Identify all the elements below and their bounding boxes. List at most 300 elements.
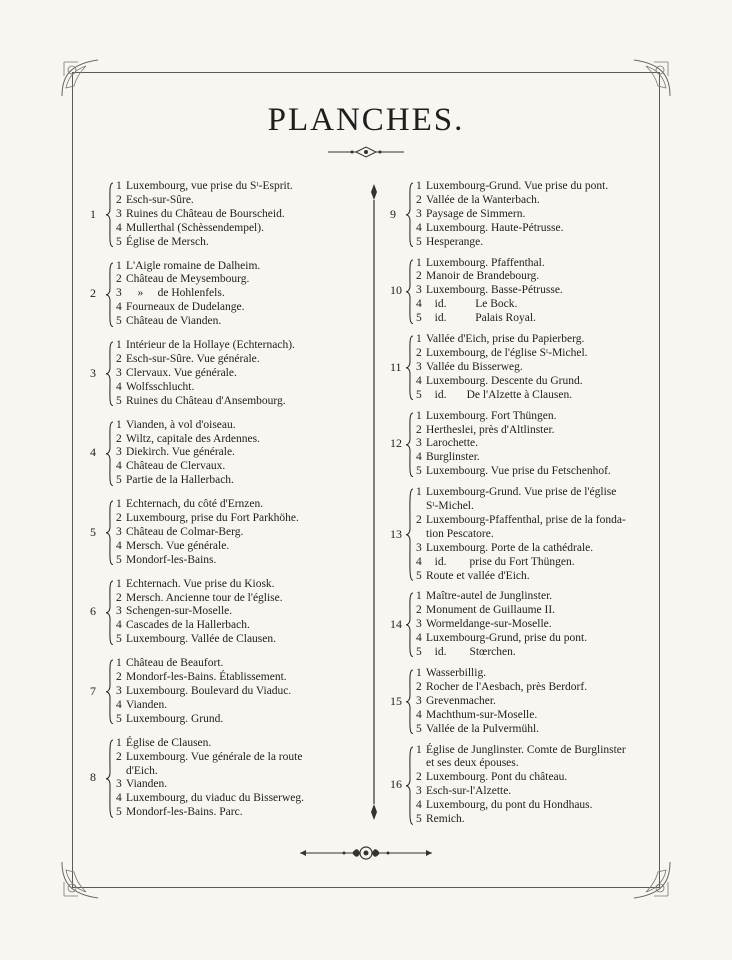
plate-entry bbox=[416, 361, 650, 375]
plate-entry-number: 1 bbox=[416, 667, 422, 679]
plate-entry bbox=[416, 771, 650, 785]
plate-group bbox=[388, 410, 650, 480]
plate-group bbox=[88, 419, 370, 489]
plate-entry-text: » de Hohlenfels. bbox=[126, 287, 225, 300]
plate-entry-number: 4 bbox=[116, 301, 122, 314]
plate-entry-text: Esch-sur-Sûre. bbox=[126, 193, 194, 206]
plate-entry bbox=[116, 737, 370, 751]
page-title: PLANCHES. bbox=[267, 102, 465, 138]
plate-entry bbox=[116, 699, 370, 713]
plate-entry-text: Luxembourg, du viaduc du Bisserweg. bbox=[126, 792, 305, 805]
plate-entry-text: Luxembourg. Porte de la cathédrale. bbox=[426, 541, 594, 554]
plate-entries bbox=[416, 257, 650, 327]
plate-entry bbox=[416, 556, 650, 570]
plate-entry bbox=[416, 257, 650, 271]
plate-entry-text: Larochette. bbox=[426, 437, 479, 450]
plate-entry-number: 4 bbox=[416, 298, 422, 311]
plate-entry-text: Hertheslei, près d'Altlinster. bbox=[426, 423, 555, 436]
plate-entry bbox=[116, 540, 370, 554]
plate-entry-text: L'Aigle romaine de Dalheim. bbox=[126, 259, 261, 272]
brace-icon bbox=[105, 182, 114, 248]
plate-entry-text: Rocher de l'Aesbach, près Berdorf. bbox=[426, 680, 588, 693]
plate-entry bbox=[416, 723, 650, 737]
plate-entry-text: Luxembourg-Pfaffenthal, prise de la fonda- bbox=[426, 513, 626, 526]
plate-entry bbox=[416, 180, 650, 194]
plate-entry-text: Vallée du Bisserweg. bbox=[426, 360, 523, 373]
plate-group-number: 8 bbox=[90, 770, 96, 785]
plate-entry-text: Luxembourg. Grund. bbox=[126, 712, 224, 725]
plate-entry-text: Partie de la Hallerbach. bbox=[126, 474, 234, 487]
plate-entry-text: Château de Beaufort. bbox=[126, 657, 224, 670]
plate-entry bbox=[416, 486, 650, 500]
plate-entry-text: Echternach, du côté d'Ernzen. bbox=[126, 498, 264, 511]
plate-entry bbox=[416, 312, 650, 326]
plate-entry-number: 2 bbox=[116, 432, 122, 445]
plate-entry bbox=[416, 799, 650, 813]
brace-icon bbox=[105, 739, 114, 818]
plate-entry-number: 2 bbox=[416, 193, 422, 206]
plate-entry-text: id. Le Bock. bbox=[426, 298, 518, 311]
plate-entry-text: Luxembourg. Vallée de Clausen. bbox=[126, 633, 276, 646]
plate-entry bbox=[116, 792, 370, 806]
plate-entry-number: 5 bbox=[416, 646, 422, 659]
plate-entry bbox=[416, 632, 650, 646]
plate-entry bbox=[416, 298, 650, 312]
plate-entry-number: 4 bbox=[116, 539, 122, 552]
plate-entry-text: Wolfsschlucht. bbox=[126, 380, 195, 393]
plate-entry-text: Wasserbillig. bbox=[426, 667, 487, 679]
plate-entry bbox=[416, 500, 650, 514]
plate-entry-number: 5 bbox=[116, 235, 122, 248]
plate-entry-number: 3 bbox=[116, 525, 122, 538]
plate-entry bbox=[116, 260, 370, 274]
plate-entry-text: Luxembourg. Fort Thüngen. bbox=[426, 409, 557, 422]
plate-entries bbox=[416, 333, 650, 403]
plate-entry bbox=[416, 222, 650, 236]
plate-group-number: 7 bbox=[90, 683, 96, 698]
brace-icon bbox=[105, 341, 114, 407]
plate-entry-text: d'Eich. bbox=[126, 764, 158, 777]
plate-entry-text: Grevenmacher. bbox=[426, 694, 496, 707]
brace-icon bbox=[105, 659, 114, 725]
brace-icon bbox=[405, 669, 414, 735]
brace-icon bbox=[105, 580, 114, 646]
plate-entry bbox=[416, 785, 650, 799]
plate-entries bbox=[416, 180, 650, 250]
plate-entry-number: 1 bbox=[116, 498, 122, 511]
plate-entry bbox=[116, 657, 370, 671]
plate-entry-number: 1 bbox=[116, 657, 122, 670]
plate-entry bbox=[416, 375, 650, 389]
plate-entry-text: Mullerthal (Schèssendempel). bbox=[126, 221, 264, 234]
plate-entry-number: 4 bbox=[116, 460, 122, 473]
plate-entry-text: Luxembourg-Grund. Vue prise du pont. bbox=[426, 180, 609, 192]
plate-entry-number: 1 bbox=[416, 486, 422, 499]
corner-ornament-bottom-left bbox=[60, 860, 100, 900]
plate-entry bbox=[116, 751, 370, 765]
plate-entry-number: 1 bbox=[116, 577, 122, 590]
plate-entry bbox=[116, 554, 370, 568]
plate-entry-text: Luxembourg-Grund. Vue prise de l'église bbox=[426, 486, 617, 499]
plate-entry bbox=[416, 465, 650, 479]
plate-entry bbox=[116, 512, 370, 526]
plate-entry-number: 4 bbox=[416, 799, 422, 812]
plate-entry-number: 3 bbox=[416, 618, 422, 631]
plate-entry-number: 2 bbox=[116, 512, 122, 525]
plate-entry-number: 3 bbox=[416, 694, 422, 707]
plate-entry bbox=[116, 671, 370, 685]
plate-entry bbox=[116, 301, 370, 315]
plate-entry bbox=[116, 605, 370, 619]
plate-entry bbox=[416, 681, 650, 695]
plate-entry bbox=[116, 474, 370, 488]
plate-entry-text: Route et vallée d'Eich. bbox=[426, 569, 530, 582]
plate-entry bbox=[116, 778, 370, 792]
plate-entry bbox=[416, 347, 650, 361]
plate-entry bbox=[416, 813, 650, 827]
plate-entry bbox=[416, 570, 650, 584]
plate-group-number: 12 bbox=[390, 436, 402, 451]
plate-entry bbox=[416, 270, 650, 284]
plate-entry bbox=[416, 646, 650, 660]
plate-entry-number: 1 bbox=[116, 339, 122, 352]
plate-entry-text: Mersch. Ancienne tour de l'église. bbox=[126, 591, 283, 604]
plate-entry bbox=[416, 542, 650, 556]
plate-entry-text: Luxembourg. Descente du Grund. bbox=[426, 374, 583, 387]
plate-entry-number: 4 bbox=[416, 708, 422, 721]
plate-entry-number: 2 bbox=[116, 750, 122, 763]
plate-entry-number: 3 bbox=[116, 685, 122, 697]
plate-entries bbox=[416, 667, 650, 737]
plate-entry-number: 5 bbox=[416, 569, 422, 582]
plate-entry-text: Mersch. Vue générale. bbox=[126, 539, 230, 552]
plate-entries bbox=[116, 578, 370, 648]
plate-entry-text: id. prise du Fort Thüngen. bbox=[426, 555, 575, 568]
plate-entry-text: Diekirch. Vue générale. bbox=[126, 446, 235, 459]
plate-entry-number: 5 bbox=[416, 722, 422, 735]
plate-entry-text: Esch-sur-Sûre. Vue générale. bbox=[126, 352, 260, 365]
plate-group bbox=[88, 737, 370, 820]
plate-entry-text: Luxembourg, du pont du Hondhaus. bbox=[426, 799, 593, 812]
plate-entry bbox=[416, 744, 650, 758]
plate-entry-text: id. De l'Alzette à Clausen. bbox=[426, 388, 573, 401]
plate-entry-text: tion Pescatore. bbox=[426, 527, 494, 540]
plate-group-number: 1 bbox=[90, 206, 96, 221]
plate-group bbox=[88, 339, 370, 409]
plate-entry-text: Machthum-sur-Moselle. bbox=[426, 708, 538, 721]
plate-entries bbox=[416, 744, 650, 827]
plate-entry bbox=[116, 222, 370, 236]
plate-entry-text: Luxembourg, de l'église Sᵗ-Michel. bbox=[426, 346, 588, 359]
plate-entry-text: Intérieur de la Hollaye (Echternach). bbox=[126, 339, 295, 352]
plate-entry-number: 5 bbox=[416, 813, 422, 826]
plate-entry-number: 3 bbox=[116, 207, 122, 220]
plate-entry-number: 5 bbox=[116, 712, 122, 725]
plate-entry-text: Vallée de la Pulvermühl. bbox=[426, 722, 540, 735]
plate-entry bbox=[416, 451, 650, 465]
plate-entry bbox=[416, 437, 650, 451]
plate-group bbox=[388, 667, 650, 737]
plate-entry-text: Église de Mersch. bbox=[126, 235, 209, 248]
plate-entry-number: 5 bbox=[116, 553, 122, 566]
plate-entry bbox=[416, 410, 650, 424]
plate-group bbox=[388, 486, 650, 583]
plate-entry-number: 4 bbox=[416, 555, 422, 568]
plate-group bbox=[388, 590, 650, 660]
plate-entry-number: 1 bbox=[416, 409, 422, 422]
plate-entry-text: Luxembourg. Haute-Pétrusse. bbox=[426, 221, 564, 234]
brace-icon bbox=[105, 500, 114, 566]
plate-entry-number: 5 bbox=[116, 806, 122, 819]
plate-entry-text: Ruines du Château de Bourscheid. bbox=[126, 207, 285, 220]
brace-icon bbox=[405, 488, 414, 581]
plate-entry-text: Mondorf-les-Bains. bbox=[126, 553, 217, 566]
plate-group-number: 13 bbox=[390, 526, 402, 541]
plate-entry-number: 3 bbox=[416, 207, 422, 220]
plate-entry bbox=[116, 526, 370, 540]
plate-entry-number: 5 bbox=[416, 465, 422, 478]
plate-entry-number: 5 bbox=[116, 474, 122, 487]
plate-entry bbox=[116, 194, 370, 208]
brace-icon bbox=[405, 259, 414, 325]
plate-entry-text: Luxembourg. Boulevard du Viaduc. bbox=[126, 685, 292, 697]
plate-entry bbox=[416, 667, 650, 681]
plate-entry bbox=[416, 757, 650, 771]
plate-entry-text: Manoir de Brandebourg. bbox=[426, 270, 540, 283]
plate-entry bbox=[116, 208, 370, 222]
plate-entry-text: Vianden. bbox=[126, 698, 168, 711]
plate-group bbox=[388, 180, 650, 250]
plate-entry-number: 1 bbox=[416, 256, 422, 269]
plate-entry-number: 3 bbox=[116, 605, 122, 618]
plate-entry-text: et ses deux épouses. bbox=[426, 757, 519, 770]
plate-entry bbox=[416, 424, 650, 438]
plate-group-number: 15 bbox=[390, 693, 402, 708]
plate-entries bbox=[416, 486, 650, 583]
plate-entry bbox=[116, 713, 370, 727]
plate-group bbox=[88, 657, 370, 727]
plate-entries bbox=[116, 737, 370, 820]
plate-entry bbox=[116, 339, 370, 353]
plate-entry bbox=[116, 273, 370, 287]
plate-entry-number: 2 bbox=[116, 273, 122, 286]
plate-entries bbox=[116, 419, 370, 489]
plate-entry-text: Cascades de la Hallerbach. bbox=[126, 619, 250, 632]
plate-entry-text: Remich. bbox=[426, 813, 465, 826]
plate-entry bbox=[416, 333, 650, 347]
plate-entry-text: Luxembourg, prise du Fort Parkhöhe. bbox=[126, 512, 299, 525]
plate-entry bbox=[416, 528, 650, 542]
plate-entry-number: 4 bbox=[116, 380, 122, 393]
plate-group-number: 2 bbox=[90, 286, 96, 301]
plate-entry bbox=[116, 446, 370, 460]
plate-group-number: 11 bbox=[390, 359, 402, 374]
plate-entry-text: Château de Vianden. bbox=[126, 315, 222, 328]
plate-group-number: 16 bbox=[390, 777, 402, 792]
plate-entry-text: Vianden, à vol d'oiseau. bbox=[126, 418, 236, 431]
plate-entry-number: 1 bbox=[116, 418, 122, 431]
plate-entry-text: Fourneaux de Dudelange. bbox=[126, 301, 245, 314]
plate-entry-number: 3 bbox=[416, 437, 422, 450]
plate-entry-text: Ruines du Château d'Ansembourg. bbox=[126, 394, 286, 407]
plate-entry bbox=[116, 619, 370, 633]
plate-entry-number: 2 bbox=[416, 513, 422, 526]
plate-entry-number: 4 bbox=[416, 374, 422, 387]
plate-group bbox=[388, 333, 650, 403]
plate-entry-number: 3 bbox=[416, 360, 422, 373]
plate-group-number: 9 bbox=[390, 206, 396, 221]
plate-entry-number: 4 bbox=[116, 619, 122, 632]
plate-group-number: 5 bbox=[90, 524, 96, 539]
brace-icon bbox=[405, 592, 414, 658]
plate-group-number: 6 bbox=[90, 604, 96, 619]
plate-entry-number: 5 bbox=[116, 633, 122, 646]
plate-entry-number: 1 bbox=[416, 590, 422, 603]
plate-group bbox=[388, 257, 650, 327]
plate-entries bbox=[416, 590, 650, 660]
plate-entry-number: 4 bbox=[416, 451, 422, 464]
brace-icon bbox=[405, 335, 414, 401]
plate-entry-text: Château de Colmar-Berg. bbox=[126, 525, 244, 538]
plate-entry bbox=[116, 180, 370, 194]
plate-entry-text: Luxembourg. Vue générale de la route bbox=[126, 750, 303, 763]
plate-entry bbox=[116, 806, 370, 820]
plate-group bbox=[388, 744, 650, 827]
plate-entry-number: 5 bbox=[416, 312, 422, 325]
plate-entry bbox=[116, 460, 370, 474]
plate-entry bbox=[116, 419, 370, 433]
plate-entry-text: Luxembourg. Pfaffenthal. bbox=[426, 256, 545, 269]
plate-entry-text: Sᵗ-Michel. bbox=[426, 500, 474, 513]
plate-entry-number: 3 bbox=[416, 284, 422, 297]
plate-entry-number: 4 bbox=[116, 221, 122, 234]
plate-entry-text: Wormeldange-sur-Moselle. bbox=[426, 618, 552, 631]
plate-group bbox=[88, 578, 370, 648]
plate-entry-number: 2 bbox=[416, 680, 422, 693]
plate-entry-number: 4 bbox=[116, 792, 122, 805]
plate-entry-text: Château de Clervaux. bbox=[126, 460, 226, 473]
plate-entry-number: 3 bbox=[416, 541, 422, 554]
plate-entry bbox=[416, 618, 650, 632]
brace-icon bbox=[105, 421, 114, 487]
plate-entry-number: 1 bbox=[416, 333, 422, 346]
plate-entry bbox=[116, 287, 370, 301]
plate-group bbox=[88, 498, 370, 568]
plate-entry-number: 2 bbox=[416, 604, 422, 617]
plate-entry-text: Paysage de Simmern. bbox=[426, 207, 526, 220]
plate-entry-number: 2 bbox=[416, 346, 422, 359]
right-column bbox=[388, 180, 650, 834]
title-ornament bbox=[326, 145, 406, 159]
plate-entry-number: 5 bbox=[116, 394, 122, 407]
brace-icon bbox=[405, 746, 414, 825]
plate-entry-number: 2 bbox=[116, 591, 122, 604]
brace-icon bbox=[405, 182, 414, 248]
plate-entry-number: 2 bbox=[416, 771, 422, 784]
plate-entry bbox=[116, 685, 370, 699]
plate-entry-text: Wiltz, capitale des Ardennes. bbox=[126, 432, 260, 445]
plate-entries bbox=[116, 339, 370, 409]
plate-entry-number: 2 bbox=[116, 352, 122, 365]
plate-entry-text: Église de Junglinster. Comte de Burglinster bbox=[426, 743, 626, 756]
plate-entry-number: 2 bbox=[416, 423, 422, 436]
plate-entry bbox=[116, 381, 370, 395]
plate-entry bbox=[116, 578, 370, 592]
plate-entry bbox=[116, 367, 370, 381]
plate-entry-number: 4 bbox=[116, 698, 122, 711]
plate-entry-number: 4 bbox=[416, 221, 422, 234]
plate-entry bbox=[416, 284, 650, 298]
plate-entry bbox=[416, 389, 650, 403]
plate-entry bbox=[116, 433, 370, 447]
corner-ornament-top-right bbox=[632, 58, 672, 98]
left-column bbox=[88, 180, 370, 830]
plate-entry-text: Echternach. Vue prise du Kiosk. bbox=[126, 577, 275, 590]
plate-entry-text: Maître-autel de Junglinster. bbox=[426, 590, 553, 603]
plate-entries bbox=[116, 260, 370, 330]
plate-entry-number: 5 bbox=[416, 235, 422, 248]
plate-entry-text: Vallée de la Wanterbach. bbox=[426, 193, 540, 206]
plate-entry-text: Schengen-sur-Moselle. bbox=[126, 605, 233, 618]
plate-entry-text: Château de Meysembourg. bbox=[126, 273, 250, 286]
plate-entry bbox=[116, 395, 370, 409]
plate-group-number: 4 bbox=[90, 445, 96, 460]
plate-entry-number: 3 bbox=[116, 778, 122, 791]
plate-entry-text: Monument de Guillaume II. bbox=[426, 604, 556, 617]
plate-entry-text: Esch-sur-l'Alzette. bbox=[426, 785, 512, 798]
plate-group-number: 10 bbox=[390, 283, 402, 298]
plate-entry-number: 2 bbox=[416, 270, 422, 283]
brace-icon bbox=[405, 412, 414, 478]
plate-entry bbox=[116, 633, 370, 647]
plate-entry-text: id. Stœrchen. bbox=[426, 646, 516, 659]
plate-group bbox=[88, 180, 370, 250]
plate-entry-number: 1 bbox=[116, 259, 122, 272]
plate-entry-text: Église de Clausen. bbox=[126, 736, 212, 749]
plate-entry-text: Luxembourg. Vue prise du Fetschenhof. bbox=[426, 465, 611, 478]
brace-icon bbox=[105, 262, 114, 328]
plate-entry-number: 1 bbox=[116, 736, 122, 749]
plate-entry bbox=[416, 709, 650, 723]
plate-entry bbox=[416, 604, 650, 618]
plate-entry-number: 3 bbox=[416, 785, 422, 798]
plate-entry-text: Burglinster. bbox=[426, 451, 480, 464]
plate-entry-number: 1 bbox=[416, 180, 422, 192]
plate-entry-text: Vianden. bbox=[126, 778, 168, 791]
plate-entry bbox=[116, 315, 370, 329]
plate-entry-number: 5 bbox=[416, 388, 422, 401]
plate-entries bbox=[116, 657, 370, 727]
plate-entry-text: Luxembourg. Basse-Pétrusse. bbox=[426, 284, 563, 297]
plate-entry-number: 2 bbox=[116, 671, 122, 684]
plate-entry-number: 2 bbox=[116, 193, 122, 206]
plate-entry-text: id. Palais Royal. bbox=[426, 312, 536, 325]
plate-entry bbox=[416, 194, 650, 208]
plate-entries bbox=[116, 180, 370, 250]
plate-entry bbox=[416, 590, 650, 604]
plate-entry bbox=[416, 514, 650, 528]
plate-entry-number: 1 bbox=[416, 743, 422, 756]
plate-entries bbox=[416, 410, 650, 480]
plate-entry-text: Luxembourg-Grund, prise du pont. bbox=[426, 632, 588, 645]
plate-entries bbox=[116, 498, 370, 568]
plate-entry-number: 5 bbox=[116, 315, 122, 328]
corner-ornament-top-left bbox=[60, 58, 100, 98]
plate-entry-number: 3 bbox=[116, 287, 122, 300]
plate-entry-text: Luxembourg. Pont du château. bbox=[426, 771, 568, 784]
plate-entry bbox=[416, 236, 650, 250]
plate-entry bbox=[416, 208, 650, 222]
